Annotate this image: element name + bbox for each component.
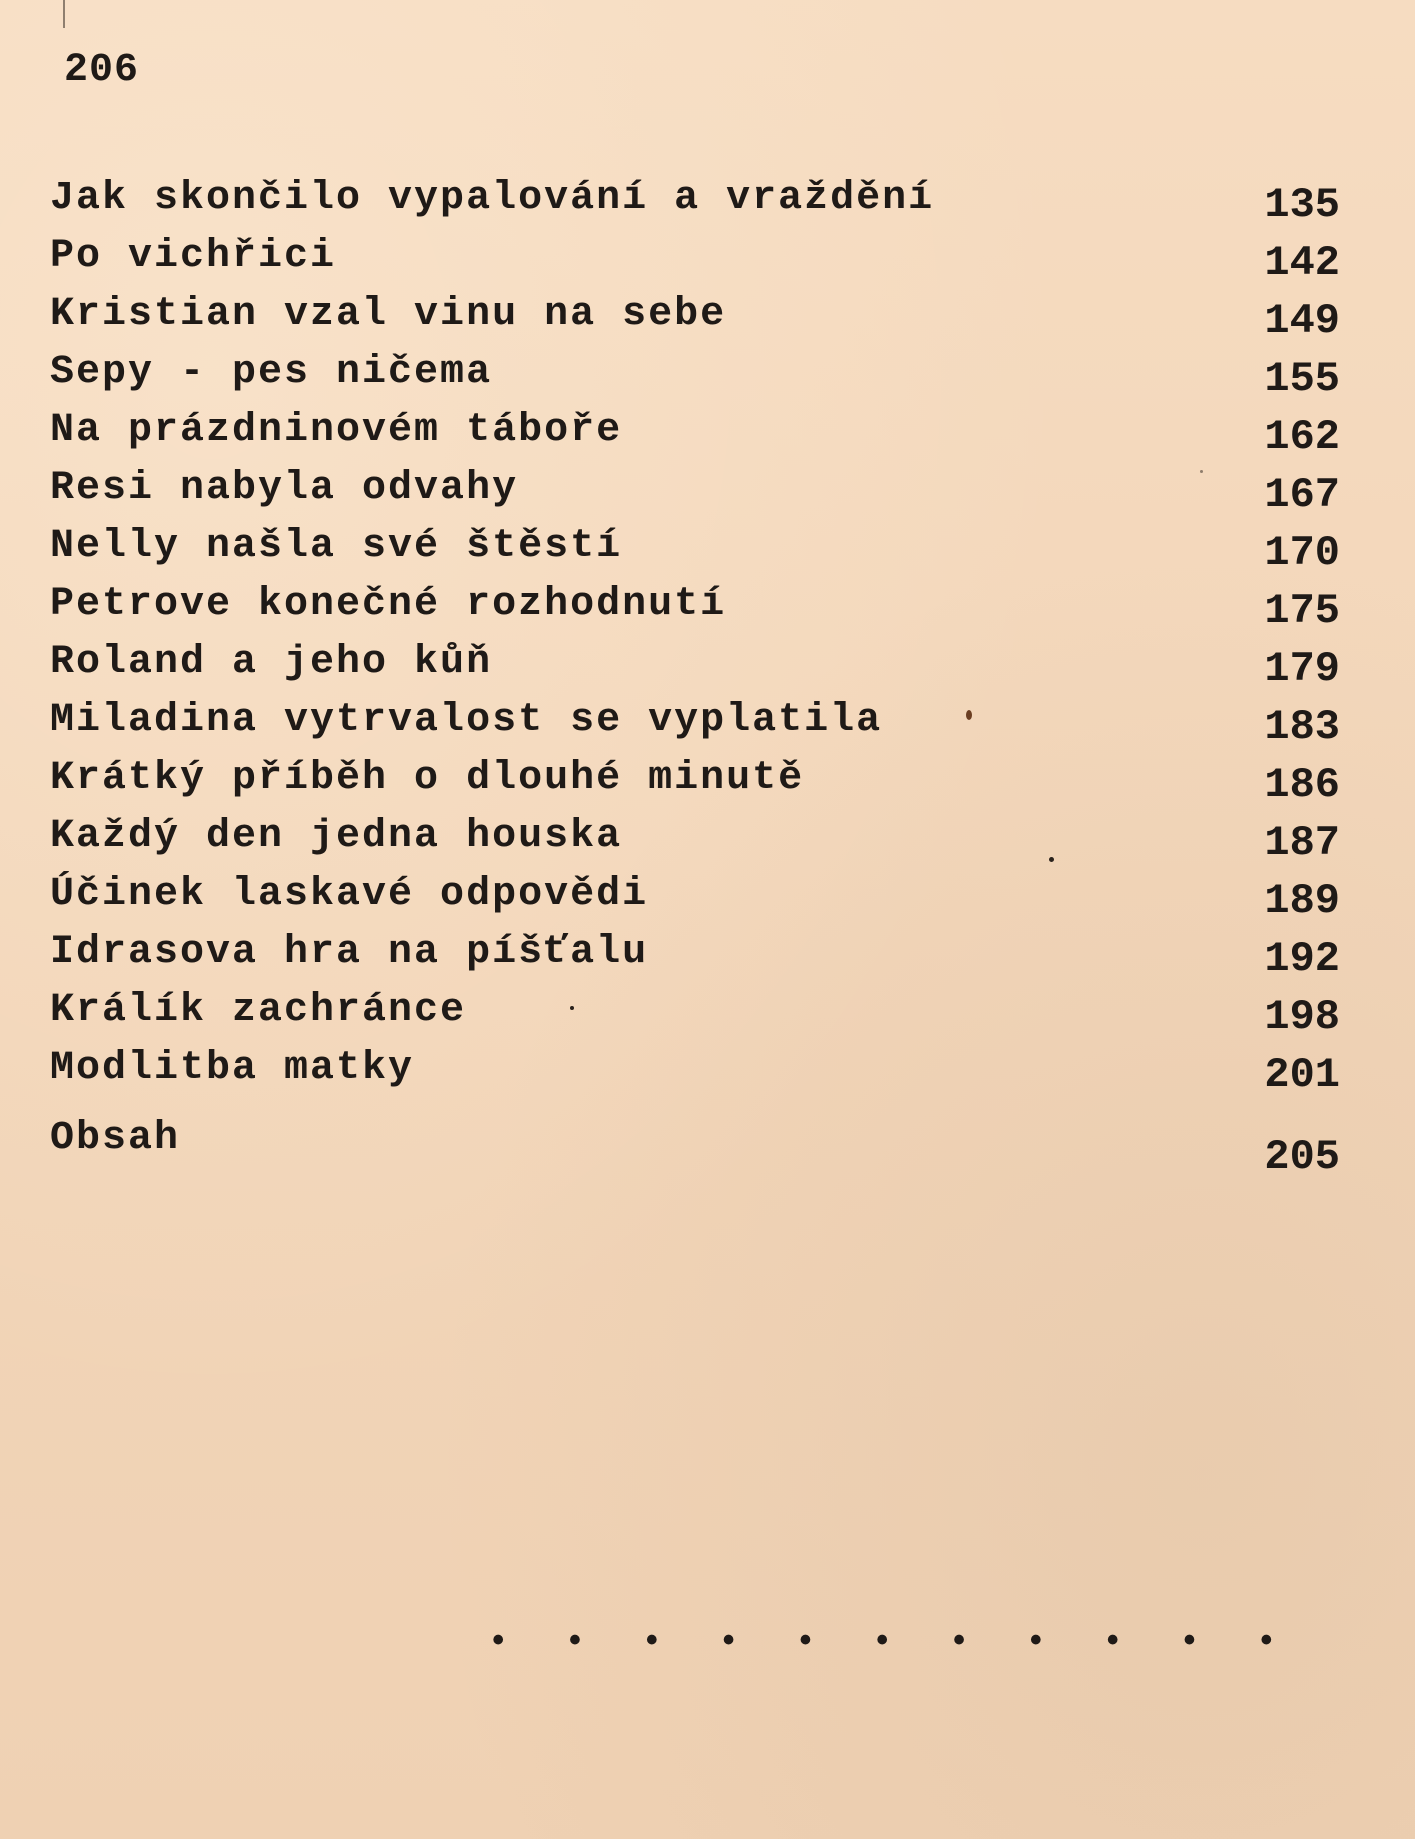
toc-entry-title: Roland a jeho kůň bbox=[50, 640, 493, 685]
toc-entry bbox=[50, 175, 1340, 233]
toc-entry-page: 149 bbox=[1264, 297, 1340, 345]
toc-entry bbox=[50, 349, 1340, 407]
page-number: 206 bbox=[64, 48, 140, 93]
toc-entry-page: 198 bbox=[1264, 993, 1340, 1041]
toc-entry-title: Krátký příběh o dlouhé minutě bbox=[50, 756, 805, 801]
toc-entry-title: Petrove konečné rozhodnutí bbox=[50, 582, 727, 627]
ink-dot bbox=[1200, 470, 1203, 473]
ink-dot bbox=[570, 1006, 574, 1010]
edge-mark bbox=[63, 0, 65, 28]
toc-entry-title: Na prázdninovém táboře bbox=[50, 408, 623, 453]
toc-entry-page: 179 bbox=[1264, 645, 1340, 693]
toc-entry bbox=[50, 929, 1340, 987]
toc-entry-page: 187 bbox=[1264, 819, 1340, 867]
toc-entry-title: Modlitba matky bbox=[50, 1046, 415, 1091]
toc-entry bbox=[50, 639, 1340, 697]
toc-entry-title: Nelly našla své štěstí bbox=[50, 524, 623, 569]
toc-entry-page: 162 bbox=[1264, 413, 1340, 461]
toc-entry bbox=[50, 871, 1340, 929]
toc-entry-title: Kristian vzal vinu na sebe bbox=[50, 292, 727, 337]
toc-entry-title: Jak skončilo vypalování a vraždění bbox=[50, 176, 935, 221]
toc-entry-page: 183 bbox=[1264, 703, 1340, 751]
toc-entry bbox=[50, 523, 1340, 581]
toc-entry bbox=[50, 697, 1340, 755]
toc-entry-page: 205 bbox=[1264, 1133, 1340, 1181]
table-of-contents bbox=[50, 175, 1340, 1181]
toc-entry-page: 175 bbox=[1264, 587, 1340, 635]
toc-entry bbox=[50, 291, 1340, 349]
ink-speck bbox=[966, 710, 972, 720]
toc-entry-page: 135 bbox=[1264, 181, 1340, 229]
toc-entry bbox=[50, 233, 1340, 291]
toc-entry-page: 167 bbox=[1264, 471, 1340, 519]
toc-entry-title: Resi nabyla odvahy bbox=[50, 466, 519, 511]
toc-entry-title: Po vichřici bbox=[50, 234, 337, 279]
ink-dot bbox=[1049, 857, 1054, 862]
toc-entry-title: Každý den jedna houska bbox=[50, 814, 623, 859]
toc-entry-page: 201 bbox=[1264, 1051, 1340, 1099]
toc-entry bbox=[50, 581, 1340, 639]
toc-entry bbox=[50, 1045, 1340, 1103]
toc-entry-page: 142 bbox=[1264, 239, 1340, 287]
toc-entry-page: 170 bbox=[1264, 529, 1340, 577]
toc-entry bbox=[50, 407, 1340, 465]
toc-entry-page: 186 bbox=[1264, 761, 1340, 809]
toc-entry-page: 192 bbox=[1264, 935, 1340, 983]
toc-entry bbox=[50, 755, 1340, 813]
toc-entry-page: 189 bbox=[1264, 877, 1340, 925]
toc-entry bbox=[50, 465, 1340, 523]
toc-entry-title: Miladina vytrvalost se vyplatila bbox=[50, 698, 883, 743]
toc-entry-title: Idrasova hra na píšťalu bbox=[50, 930, 649, 975]
toc-entry-page: 155 bbox=[1264, 355, 1340, 403]
toc-entry-title: Obsah bbox=[50, 1116, 181, 1161]
closing-ornament: • • • • • • • • • • • bbox=[488, 1624, 1295, 1662]
toc-entry-title: Účinek laskavé odpovědi bbox=[50, 872, 649, 917]
toc-entry bbox=[50, 1115, 1340, 1181]
toc-entry-title: Králík zachránce bbox=[50, 988, 467, 1033]
toc-entry bbox=[50, 987, 1340, 1045]
toc-entry bbox=[50, 813, 1340, 871]
toc-entry-title: Sepy - pes ničema bbox=[50, 350, 493, 395]
